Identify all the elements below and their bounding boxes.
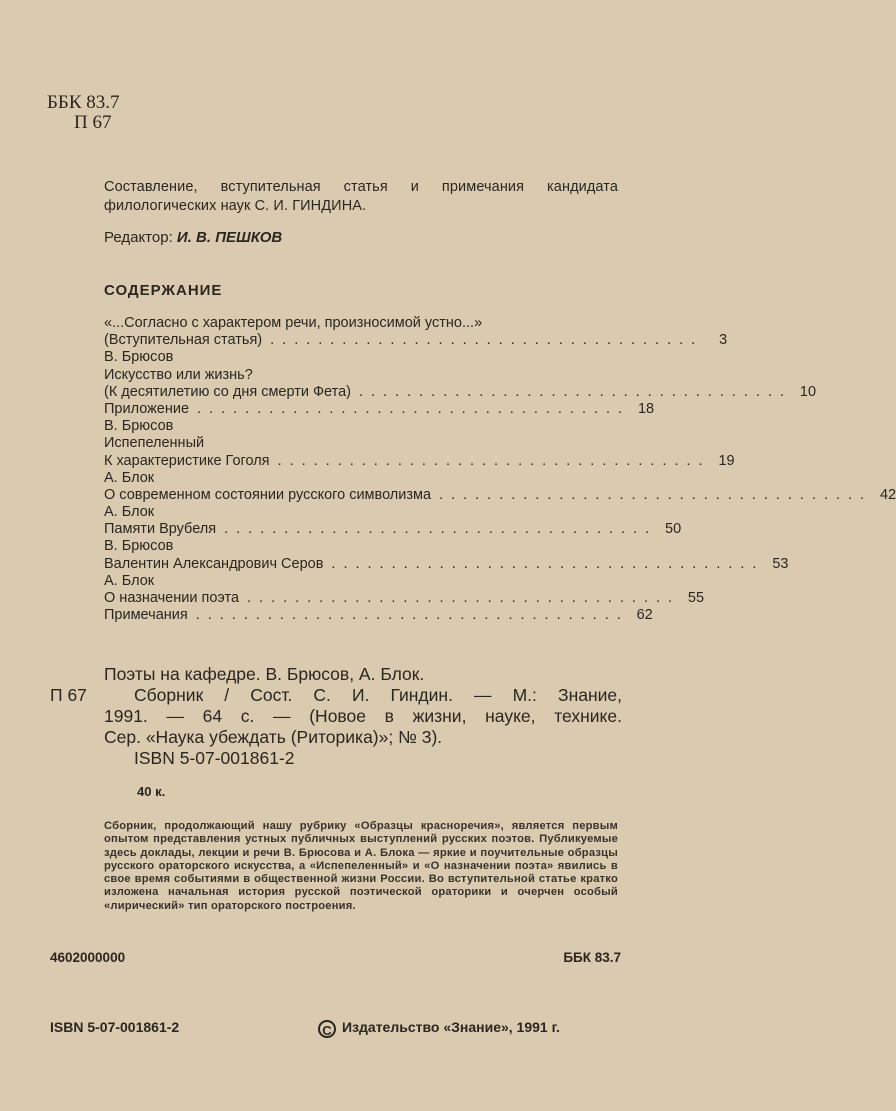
copyright [318,1019,560,1038]
toc-page-number: 42 [879,486,896,503]
dot-leader: .................................... [195,607,629,624]
card-line: 1991. — 64 с. — (Новое в жизни, науке, технике. [104,706,622,726]
dot-leader: .................................... [439,486,873,503]
toc-entry-title: А. Блок [104,572,155,589]
card-isbn: ISBN 5-07-001861-2 [134,748,295,768]
card-line: Сер. «Наука убеждать (Риторика)»; № 3). [104,727,443,747]
toc-entry [104,504,620,521]
toc-page-number: 55 [687,590,705,606]
toc-entry-title: А. Блок [104,504,155,521]
toc-entry [104,349,620,366]
bbk-index: ББК 83.7 [47,92,120,113]
isbn-footer: ISBN 5-07-001861-2 [50,1019,180,1035]
toc-page-number: 53 [772,555,789,572]
toc-entry-title: О современном состоянии русского символизма [104,486,432,503]
copyright-icon: C [318,1020,336,1038]
toc-page-number: 62 [636,607,653,624]
toc-entry-title: Примечания [104,607,188,624]
toc-entry [104,607,653,624]
dot-leader: .................................... [270,332,704,349]
toc-entry [104,315,620,332]
dot-leader: .................................... [197,400,631,417]
credits: Составление, вступительная статья и примечания кандидата филологических наук С. И. ГИНДИНА. [104,179,618,214]
toc-entry [104,452,735,470]
toc-entry [104,383,817,401]
toc-entry [104,486,896,504]
dot-leader: .................................... [277,452,711,469]
toc-entry [104,367,620,384]
toc-entry [104,538,620,555]
toc-title: СОДЕРЖАНИЕ [104,282,223,299]
toc-page-number: 3 [719,332,728,349]
dot-leader: .................................... [224,521,658,538]
dot-leader: .................................... [247,590,681,606]
editor-line [104,229,282,246]
toc-page-number: 19 [718,452,735,469]
toc-entry [104,590,705,607]
toc-entry [104,435,620,452]
toc-entry-title: Памяти Врубеля [104,521,217,538]
toc-entry [104,470,620,487]
card-code: П 67 [50,685,87,705]
toc-page-number: 18 [637,400,655,417]
toc-entry-title: В. Брюсов [104,349,174,366]
copyright-text: Издательство «Знание», 1991 г. [342,1019,560,1035]
toc-page-number: 50 [665,521,682,538]
toc-entry-title: К характеристике Гоголя [104,452,270,469]
toc-entry-title: Искусство или жизнь? [104,366,253,383]
editor-name: И. В. ПЕШКОВ [176,229,283,246]
card-line: Сборник / Сост. С. И. Гиндин. — М.: Знание, [134,685,622,705]
toc-entry-title: «...Согласно с характером речи, произносимой устно...» [104,315,483,331]
toc-entry-title: А. Блок [104,469,155,486]
dot-leader: .................................... [359,383,793,400]
toc-entry-title: В. Брюсов [104,418,174,435]
toc-entry [104,521,682,538]
toc-entry [104,332,728,349]
editor-label: Редактор: [104,229,173,246]
author-code: П 67 [74,112,112,133]
dot-leader: .................................... [331,555,765,572]
toc-entry [104,573,620,590]
toc-entry-title: В. Брюсов [104,538,174,555]
toc-entry [104,555,789,573]
toc-entry-title: (К десятилетию со дня смерти Фета) [104,383,351,400]
catalog-card [50,664,622,769]
toc-entry-title: Приложение [104,400,190,417]
annotation: Сборник, продолжающий нашу рубрику «Образцы красноречия», является первым опытом представления устных публичных выступлений русских поэтов. Публикуемые здесь доклады, лекции и речи В. Брюсова и А. Блока — яркие и поучительные образцы русского ораторского искусства, а «Испепеленный» и «О назначении поэта» явились в свое время событиями в общественной жизни России. Во вступительной статье кратко изложена начальная история русской поэтической ораторики и очерчен особый «лирический» тип ораторского построения. [104,820,618,912]
toc-page-number: 10 [799,383,817,400]
bbk-footer: ББК 83.7 [563,950,621,965]
toc-entry [104,400,655,418]
toc-entry [104,418,620,435]
price: 40 к. [137,784,166,799]
toc-entry-title: (Вступительная статья) [104,332,263,349]
toc-entry-title: О назначении поэта [104,590,240,606]
toc-entry-title: Валентин Александрович Серов [104,555,324,572]
product-code: 4602000000 [50,950,126,965]
toc-entry-title: Испепеленный [104,435,205,452]
table-of-contents [104,315,896,624]
card-title: Поэты на кафедре. В. Брюсов, А. Блок. [104,664,425,684]
bbk-header [47,93,120,133]
